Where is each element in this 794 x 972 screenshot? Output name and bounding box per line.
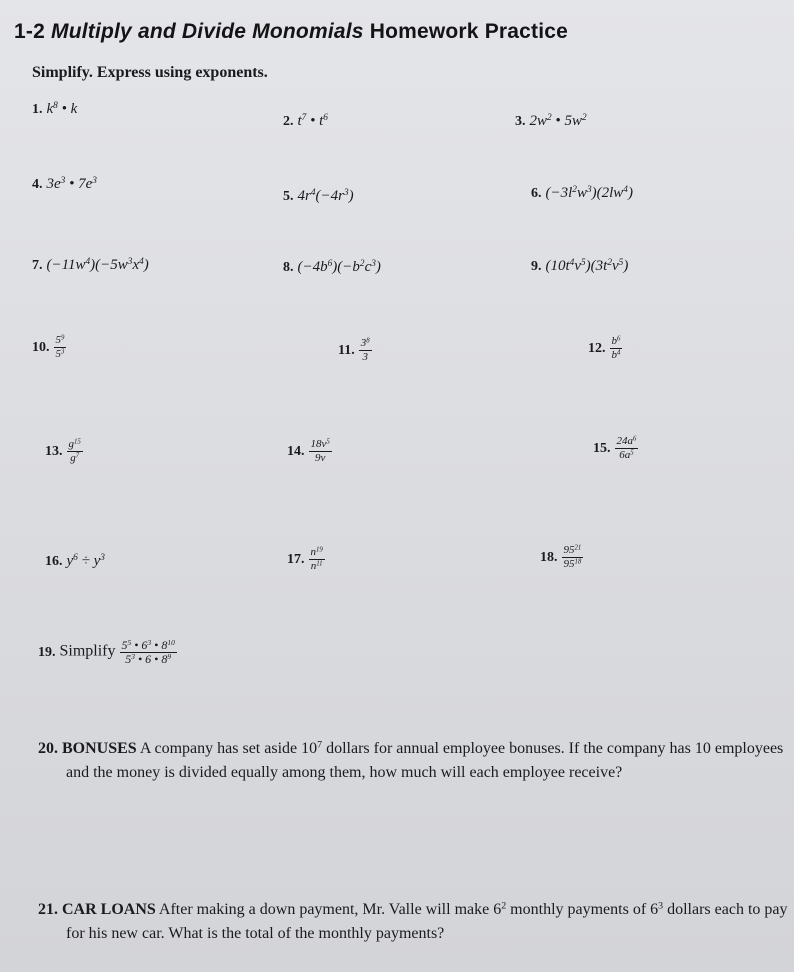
problem-6: 6. $(-3l^2w^3)(2lw^4)$ (531, 184, 633, 201)
problem-6-expression: $(-3l^2w^3)(2lw^4)$ (545, 184, 633, 201)
problem-7-expression: $(-11w^4)(-5w^3x^4)$ (46, 256, 149, 273)
problem-12-fraction: $\frac{b^6}{b^4}$ (611, 335, 621, 361)
problem-18-fraction: $\frac{95^{21}}{95^{18}}$ (563, 544, 582, 570)
problem-20-label: BONUSES (62, 740, 137, 757)
problem-20: 20. BONUSES A company has set aside $10^7$ dollars for annual employee bonuses. If the company has 10 employees and the money is divided equally among them, how much will each employee receive? (38, 739, 784, 781)
problem-3: 3. $2w^2$ • $5w^2$ (515, 112, 587, 129)
page-title: 1-2 Multiply and Divide Monomials Homework Practice (14, 20, 569, 43)
problem-14: 14. $\frac{18v^5}{9v}$ (287, 438, 330, 464)
problem-21-label: CAR LOANS (62, 901, 156, 918)
problem-2: 2. $t^7$ • $t^6$ (283, 112, 328, 129)
problem-16-expression: $y^6 \div y^3$ (66, 552, 105, 569)
problem-2-expression: $t^7$ • $t^6$ (297, 112, 328, 129)
problem-11-fraction: $\frac{3^8}{3}$ (360, 337, 370, 363)
problem-21: 21. CAR LOANS After making a down payment, Mr. Valle will make $6^2$ monthly payments of $6^3$ dollars each to pay for his new car. What is the total of the monthly payments? (38, 900, 788, 942)
problem-5-expression: $4r^4(-4r^3)$ (297, 187, 354, 204)
problem-9: 9. $(10t^4v^5)(3t^2v^5)$ (531, 257, 629, 274)
problem-11: 11. $\frac{3^8}{3}$ (338, 337, 370, 363)
problem-12: 12. $\frac{b^6}{b^4}$ (588, 335, 621, 361)
problem-7: 7. $(-11w^4)(-5w^3x^4)$ (32, 256, 149, 273)
problem-13: 13. $\frac{g^{15}}{g^7}$ (45, 438, 81, 464)
problem-13-fraction: $\frac{g^{15}}{g^7}$ (68, 438, 81, 464)
problem-14-fraction: $\frac{18v^5}{9v}$ (310, 438, 330, 464)
problem-5: 5. $4r^4(-4r^3)$ (283, 187, 354, 204)
problem-19-fraction: $\frac{5^5 • 6^3 • 8^{10}}{5^3 • 6 • 8^9}$ (121, 637, 175, 666)
problem-1-expression: $k^8$ • k (46, 100, 78, 117)
problem-8-expression: $(-4b^6)(-b^2c^3)$ (297, 258, 381, 275)
instructions: Simplify. Express using exponents. (32, 64, 268, 81)
problem-19-label: Simplify (59, 642, 116, 660)
problem-9-expression: $(10t^4v^5)(3t^2v^5)$ (545, 257, 629, 274)
problem-19: 19. Simplify $\frac{5^5 • 6^3 • 8^{10}}{5^3 • 6 • 8^9}$ (38, 637, 175, 666)
problem-15-fraction: $\frac{24a^6}{6a^5}$ (616, 435, 637, 461)
problem-16: 16. $y^6 \div y^3$ (45, 552, 105, 569)
problem-18: 18. $\frac{95^{21}}{95^{18}}$ (540, 544, 582, 570)
problem-15: 15. $\frac{24a^6}{6a^5}$ (593, 435, 637, 461)
problem-17-fraction: $\frac{n^{19}}{n^{11}}$ (310, 546, 323, 572)
problem-4-expression: $3e^3$ • $7e^3$ (46, 175, 97, 192)
problem-17: 17. $\frac{n^{19}}{n^{11}}$ (287, 546, 323, 572)
problem-4: 4. $3e^3$ • $7e^3$ (32, 175, 97, 192)
problem-3-expression: $2w^2$ • $5w^2$ (529, 112, 587, 129)
problem-1: 1. $k^8$ • k (32, 100, 78, 117)
problem-10-fraction: $\frac{5^9}{5^3}$ (55, 334, 65, 360)
problem-8: 8. $(-4b^6)(-b^2c^3)$ (283, 258, 381, 275)
problem-10: 10. $\frac{5^9}{5^3}$ (32, 334, 65, 360)
